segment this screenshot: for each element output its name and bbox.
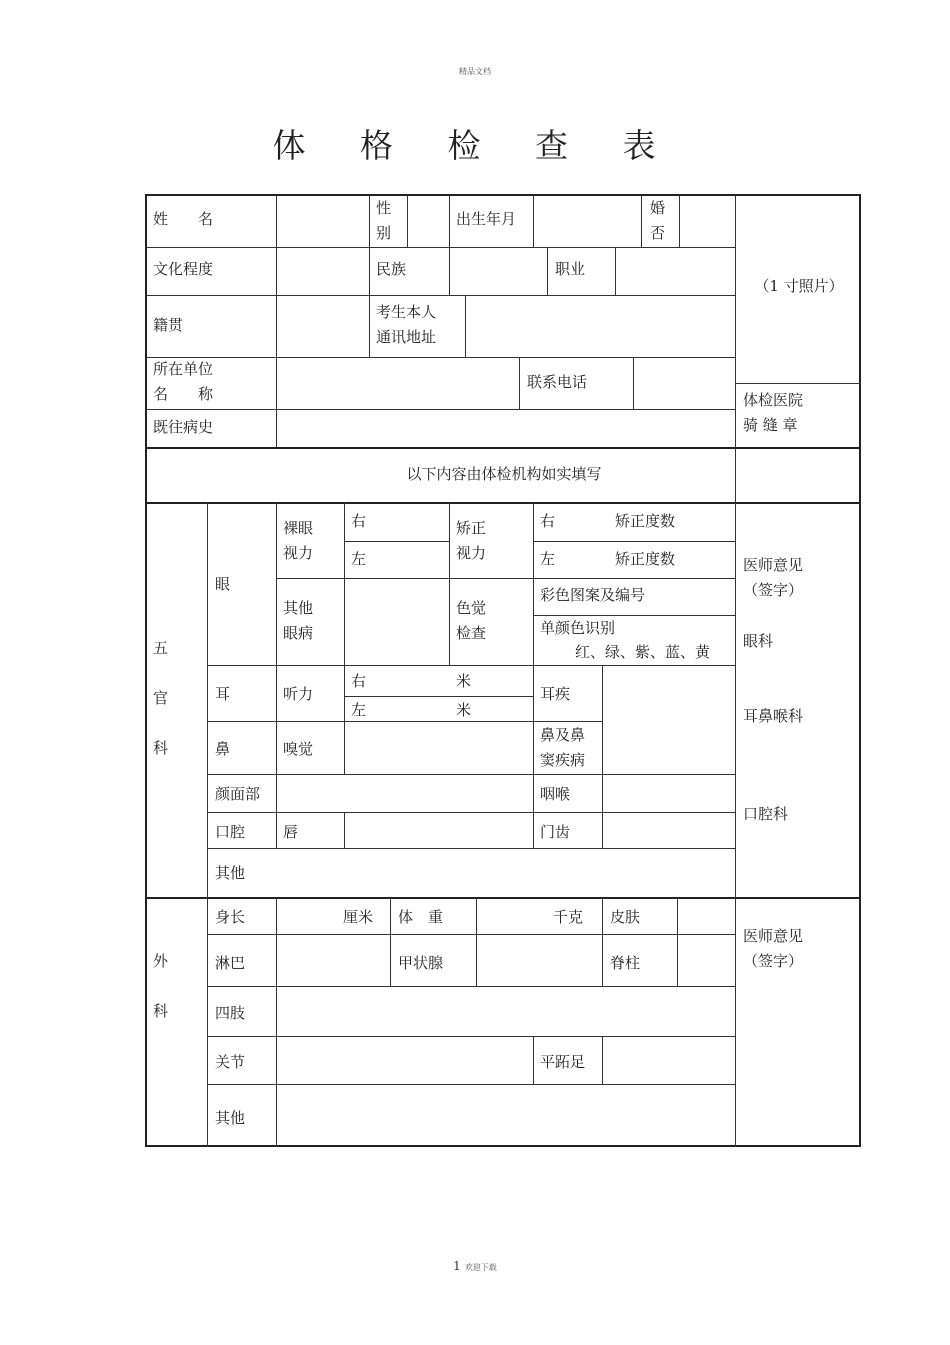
rule [547, 247, 548, 295]
skin-label: 皮肤 [610, 908, 641, 926]
rule [147, 502, 861, 504]
ent-dept-label: 耳鼻喉科 [743, 707, 804, 725]
rule [147, 357, 735, 358]
employer-label: 所在单位 名 称 [153, 360, 214, 403]
thyroid-label: 甲状腺 [398, 954, 444, 972]
spine-label: 脊柱 [610, 954, 641, 972]
occupation-label: 职业 [555, 260, 586, 278]
surgery-other-label: 其他 [215, 1109, 246, 1127]
gender-label: 性 别 [376, 199, 392, 242]
facial-doctor-label: 医师意见 （签字） [743, 556, 804, 599]
rule [207, 934, 735, 935]
rule [476, 897, 477, 986]
color-list: 红、绿、紫、蓝、黄 [575, 643, 711, 661]
limbs-label: 四肢 [215, 1004, 246, 1022]
rule [147, 247, 735, 248]
native-label: 籍贯 [153, 316, 184, 334]
rule [679, 196, 680, 247]
color-vision-label: 色觉 检查 [456, 599, 487, 642]
left-corrected-label: 左 矫正度数 [540, 550, 676, 568]
rule [533, 1036, 534, 1084]
footer-text: 欢迎下载 [464, 1263, 497, 1272]
teeth-label: 门齿 [540, 823, 571, 841]
rule [735, 196, 736, 1147]
naked-vision-label: 裸眼 视力 [283, 519, 314, 562]
rule [407, 196, 408, 247]
ear-label: 耳 [215, 685, 231, 703]
corrected-vision-label: 矫正 视力 [456, 519, 487, 562]
smell-label: 嗅觉 [283, 740, 314, 758]
rule [602, 665, 603, 848]
rule [344, 812, 345, 848]
rule [449, 196, 450, 295]
education-label: 文化程度 [153, 260, 214, 278]
phone-label: 联系电话 [527, 373, 588, 391]
mono-color-label: 单颜色识别 [540, 619, 616, 637]
page-title: 体 格 检 查 表 [272, 126, 678, 165]
rule [344, 502, 345, 774]
color-pattern-label: 彩色图案及编号 [540, 586, 646, 604]
rule [390, 897, 391, 986]
rule [207, 1036, 735, 1037]
rule [207, 774, 735, 775]
naked-right-label: 右 [351, 512, 367, 530]
rule [615, 247, 616, 295]
flatfoot-label: 平跖足 [540, 1053, 586, 1071]
history-label: 既往病史 [153, 418, 214, 436]
rule [677, 897, 678, 986]
facial-other-label: 其他 [215, 864, 246, 882]
throat-label: 咽喉 [540, 785, 571, 803]
hearing-label: 听力 [283, 685, 314, 703]
rule [533, 541, 735, 542]
rule [344, 541, 449, 542]
rule [602, 1036, 603, 1084]
face-label: 颜面部 [215, 785, 261, 803]
rule [147, 897, 861, 899]
rule [207, 665, 735, 666]
rule [449, 502, 450, 665]
ethnicity-label: 民族 [376, 260, 407, 278]
lip-label: 唇 [283, 823, 299, 841]
photo-placeholder: （1 寸照片） [754, 277, 844, 295]
naked-left-label: 左 [351, 550, 367, 568]
rule [147, 409, 735, 410]
height-label: 身长 [215, 908, 246, 926]
rule [207, 986, 735, 987]
hearing-right-label: 右 米 [351, 672, 472, 690]
surgery-doctor-label: 医师意见 （签字） [743, 927, 804, 970]
weight-label: 体 重 [398, 908, 444, 926]
footer [0, 1259, 950, 1273]
hospital-seal-label: 体检医院 骑 缝 章 [743, 391, 804, 434]
facial-section-label: 五 官 科 [153, 639, 169, 757]
rule [147, 295, 735, 296]
rule [344, 696, 533, 697]
rule [465, 295, 466, 357]
header-note: 精品文档 [459, 67, 491, 76]
lymph-label: 淋巴 [215, 954, 246, 972]
exam-form [145, 194, 861, 1147]
marital-label: 婚 否 [650, 199, 666, 242]
rule [276, 502, 277, 848]
rule [207, 848, 735, 849]
page-number: 1 [453, 1259, 461, 1273]
birth-label: 出生年月 [456, 210, 517, 228]
other-eye-label: 其他 眼病 [283, 599, 314, 642]
sinus-label: 鼻及鼻 窦疾病 [540, 726, 586, 769]
weight-unit: 千克 [553, 908, 584, 926]
name-label: 姓 名 [153, 210, 214, 228]
rule [641, 196, 642, 247]
rule [533, 502, 534, 848]
rule [735, 383, 861, 384]
nose-label: 鼻 [215, 740, 231, 758]
oral-dept-label: 口腔科 [743, 805, 789, 823]
surgery-section-label: 外 科 [153, 952, 169, 1020]
section-banner: 以下内容由体检机构如实填写 [406, 465, 602, 483]
rule [147, 447, 861, 449]
rule [369, 196, 370, 357]
rule [276, 196, 277, 447]
right-corrected-label: 右 矫正度数 [540, 512, 676, 530]
address-label: 考生本人 通讯地址 [376, 303, 437, 346]
rule [633, 357, 634, 409]
rule [519, 357, 520, 409]
eye-label: 眼 [215, 575, 231, 593]
eye-dept-label: 眼科 [743, 632, 774, 650]
rule [207, 812, 735, 813]
rule [207, 502, 208, 1147]
height-unit: 厘米 [343, 908, 374, 926]
rule [602, 897, 603, 986]
joints-label: 关节 [215, 1053, 246, 1071]
hearing-left-label: 左 米 [351, 701, 472, 719]
ear-disease-label: 耳疾 [540, 685, 571, 703]
rule [207, 1084, 735, 1085]
rule [276, 897, 277, 1147]
rule [533, 196, 534, 247]
mouth-label: 口腔 [215, 823, 246, 841]
